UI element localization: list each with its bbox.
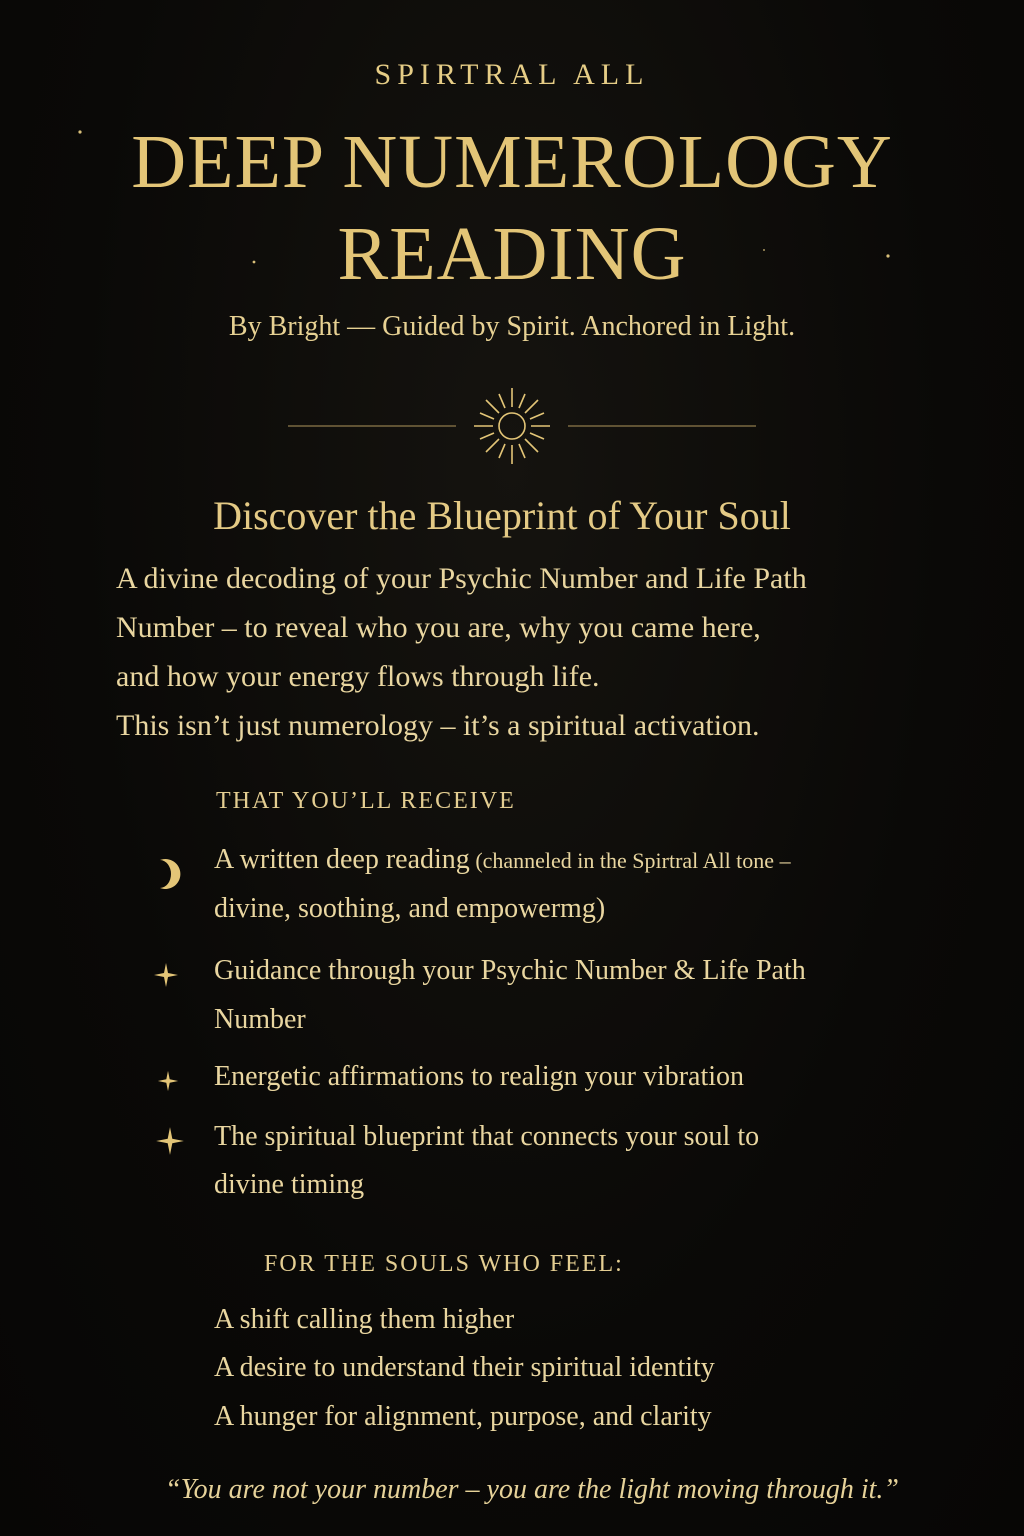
souls-heading: FOR THE SOULS WHO FEEL: [264, 1251, 624, 1277]
sun-icon [474, 388, 550, 464]
receive-item-4-line-1: The spiritual blueprint that connects your soul to [214, 1121, 760, 1152]
sparkle-icon [153, 962, 179, 988]
closing-quote: “You are not your number – you are the light moving through it.” [165, 1474, 899, 1505]
intro-line-2: Number – to reveal who you are, why you came here, [116, 611, 761, 644]
receive-item-3-line-1: Energetic affirmations to realign your vibration [214, 1061, 745, 1092]
receive-item-1-line-1 [214, 844, 791, 876]
souls-item-2: A desire to understand their spiritual identity [214, 1352, 715, 1383]
sparkle-icon [157, 1070, 179, 1092]
receive-item-1-note: (channeled in the Spirtral All tone – [469, 848, 791, 873]
receive-item-1-line-2: divine, soothing, and empowermg) [214, 893, 606, 924]
receive-item-4-line-2: divine timing [214, 1169, 365, 1200]
intro-line-4: This isn’t just numerology – it’s a spiritual activation. [116, 709, 760, 742]
receive-item-2-line-1: Guidance through your Psychic Number & Life Path [214, 955, 806, 986]
intro-line-1: A divine decoding of your Psychic Number and Life Path [116, 562, 807, 595]
page-title-line-2: READING [337, 212, 687, 296]
sun-divider [260, 386, 764, 466]
souls-item-3: A hunger for alignment, purpose, and clarity [214, 1401, 712, 1432]
receive-heading: THAT YOU’LL RECEIVE [216, 788, 516, 814]
sparkle-icon [155, 1126, 185, 1156]
souls-item-1: A shift calling them higher [214, 1304, 515, 1335]
crescent-moon-icon [146, 854, 186, 894]
receive-item-1-main: A written deep reading [214, 844, 470, 875]
receive-item-2-line-2: Number [214, 1004, 306, 1035]
intro-line-3: and how your energy flows through life. [116, 660, 600, 693]
brand-name: SPIRTRAL ALL [374, 58, 650, 91]
tagline: Discover the Blueprint of Your Soul [213, 493, 791, 538]
byline: By Bright — Guided by Spirit. Anchored in Light. [228, 311, 796, 342]
page-title-line-1: DEEP NUMEROLOGY [131, 120, 893, 204]
